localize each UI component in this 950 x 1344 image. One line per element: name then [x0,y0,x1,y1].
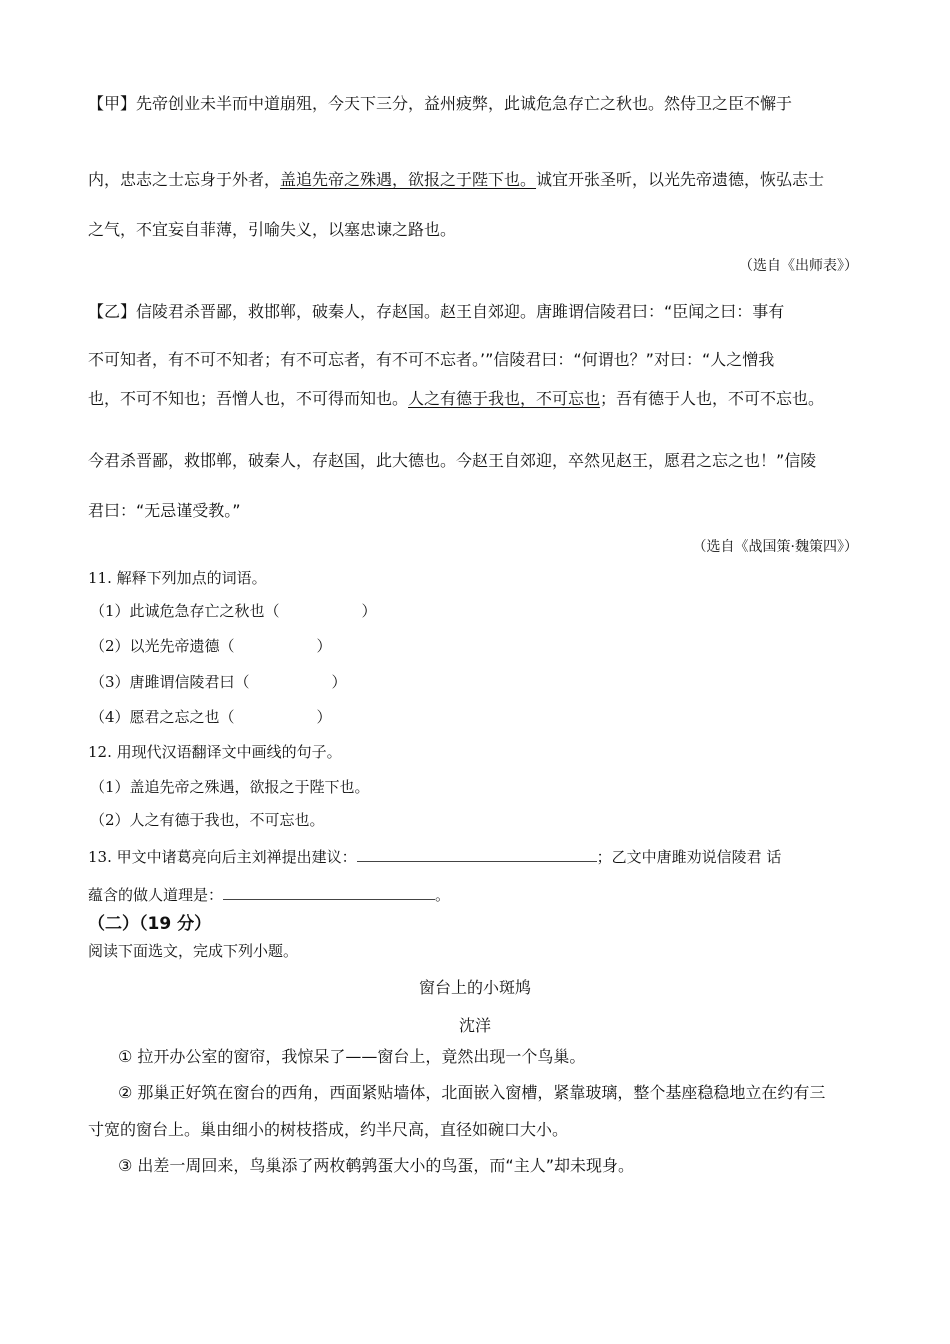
passage-yi-line-4: 今君杀晋鄙，救邯郸，破秦人，存赵国，此大德也。今赵王自郊迎，卒然见赵王，愿君之忘之也！”信陵 [88,451,817,470]
question-11: 11. 解释下列加点的词语。 [88,569,267,587]
paragraph-1: ① 拉开办公室的窗帘，我惊呆了——窗台上，竟然出现一个鸟巢。 [118,1047,586,1066]
section-heading: （二）（19 分） [88,914,212,934]
paragraph-2-line-1: ② 那巢正好筑在窗台的西角，西面紧贴墙体，北面嵌入窗槽，紧靠玻璃，整个基座稳稳地立在约有三 [118,1083,826,1102]
question-13-text: 13. 甲文中诸葛亮向后主刘禅提出建议： [88,848,357,866]
question-13-text-3: 蕴含的做人道理是： [88,886,224,904]
section-instruction: 阅读下面选文，完成下列小题。 [88,942,299,960]
passage-jia-line-2 [88,170,824,190]
question-11-2 [90,636,332,656]
question-11-3 [90,672,347,692]
underlined-sentence-1: 盖追先帝之殊遇，欲报之于陛下也。 [280,170,537,189]
question-11-3-text: （3）唐雎谓信陵君曰（ [90,673,250,691]
close-paren: ） [361,602,377,620]
paragraph-2-line-2: 寸宽的窗台上。巢由细小的树枝搭成，约半尺高，直径如碗口大小。 [88,1120,569,1139]
question-12: 12. 用现代汉语翻译文中画线的句子。 [88,743,342,761]
passage-jia-line-1: 【甲】先帝创业未半而中道崩殂，今天下三分，益州疲弊，此诚危急存亡之秋也。然侍卫之臣不懈于 [88,94,793,113]
passage-yi-line-1: 【乙】信陵君杀晋鄙，救邯郸，破秦人，存赵国。赵王自郊迎。唐雎谓信陵君曰：“臣闻之曰：事有 [88,302,785,321]
close-paren: ） [331,673,347,691]
question-12-2: （2）人之有德于我也，不可忘也。 [90,811,325,829]
question-11-4-text: （4）愿君之忘之也（ [90,708,235,726]
paragraph-3: ③ 出差一周回来，鸟巢添了两枚鹌鹑蛋大小的鸟蛋，而“主人”却未现身。 [118,1156,635,1175]
passage-yi-line-2: 不可知者，有不可不知者；有不可忘者，有不可不忘者。’”信陵君曰：“何谓也？”对曰：“人之憎我 [88,350,775,369]
close-paren: ） [316,708,332,726]
question-11-1-text: （1）此诚危急存亡之秋也（ [90,602,280,620]
passage-yi-line-5: 君曰：“无忌谨受教。” [88,501,241,520]
passage-yi-text: 也，不可不知也；吾憎人也，不可得而知也。 [88,389,409,408]
question-13-line-2 [88,884,450,905]
answer-line-1[interactable] [357,846,597,862]
question-13 [88,846,781,867]
answer-line-2[interactable] [223,884,435,900]
passage-jia-text: 诚宜开张圣听，以光先帝遗德，恢弘志士 [536,170,825,189]
question-12-1: （1）盖追先帝之殊遇，欲报之于陛下也。 [90,778,370,796]
passage-jia-source: （选自《出师表》） [739,258,858,274]
article-title: 窗台上的小斑鸠 [418,978,531,997]
question-11-4 [90,707,332,727]
passage-yi-text: ；吾有德于人也，不可不忘也。 [600,389,825,408]
close-paren: ） [316,637,332,655]
passage-jia-text: 内，忠志之士忘身于外者， [88,170,281,189]
period: 。 [435,886,451,904]
passage-yi-line-3 [88,389,824,409]
passage-jia-line-3: 之气，不宜妄自菲薄，引喻失义，以塞忠谏之路也。 [88,220,457,239]
passage-yi-source: （选自《战国策·魏策四》） [692,539,858,555]
question-11-2-text: （2）以光先帝遗德（ [90,637,235,655]
underlined-sentence-2: 人之有德于我也，不可忘也 [408,389,601,408]
article-author: 沈洋 [458,1016,491,1035]
question-11-1 [90,601,377,621]
question-13-text-2: ；乙文中唐雎劝说信陵君 话 [596,848,782,866]
